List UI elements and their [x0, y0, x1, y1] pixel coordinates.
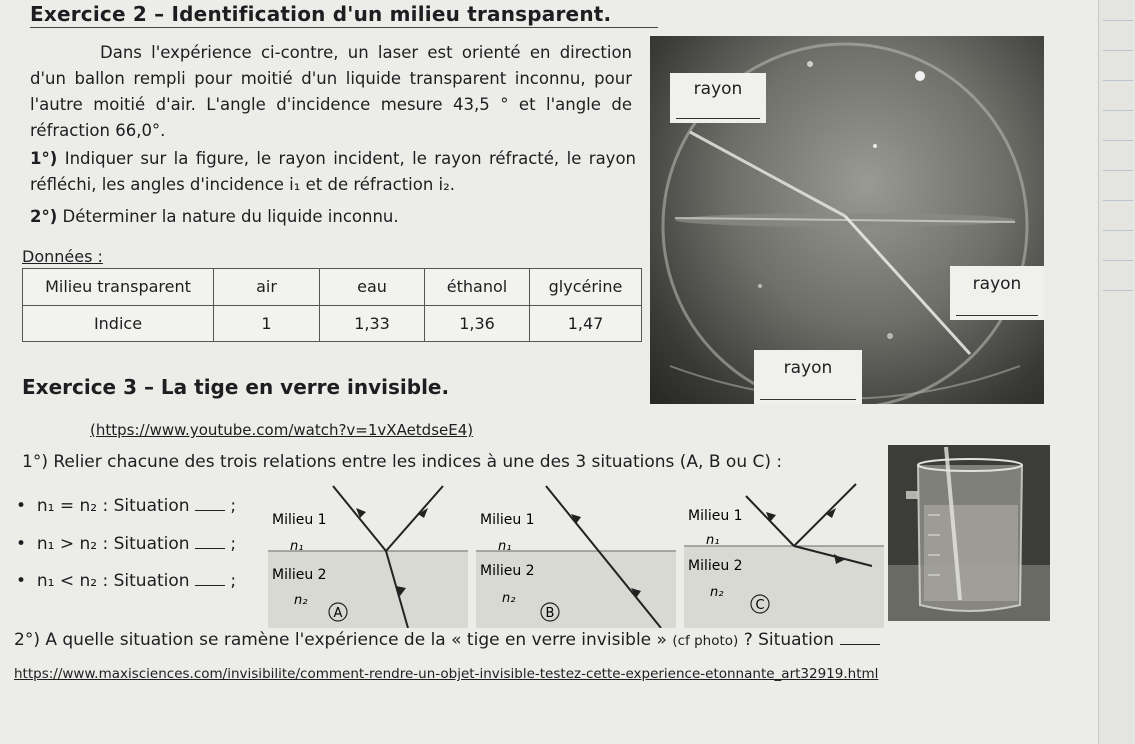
photo-label-text: rayon — [972, 274, 1022, 294]
milieu2-label: Milieu 2 — [272, 567, 327, 583]
milieu2-label: Milieu 2 — [688, 558, 743, 574]
table-cell: 1,47 — [530, 305, 642, 342]
n2-label: n₂ — [294, 593, 308, 608]
beaker-photo — [888, 445, 1050, 621]
table-cell: 1 — [214, 305, 320, 342]
relation-expr: n₁ < n₂ — [36, 571, 98, 591]
label-answer-line — [676, 118, 760, 119]
q2-cf-photo: (cf photo) — [672, 633, 739, 649]
q2-number: 2°) — [30, 207, 58, 226]
relation-end: ; — [230, 571, 237, 591]
situation-c-diagram — [684, 478, 884, 628]
label-answer-line — [956, 315, 1038, 316]
photo-label-text: rayon — [693, 79, 743, 99]
situation-letter: B — [545, 606, 555, 621]
relation-end: ; — [230, 496, 237, 516]
photo-label-rayon-right — [950, 266, 1044, 320]
exercise-2-question-1 — [30, 146, 636, 198]
relation-expr: n₁ > n₂ — [36, 534, 98, 554]
table-cell: air — [214, 269, 320, 306]
situation-letter: C — [755, 598, 765, 613]
relation-text: : Situation — [102, 496, 190, 516]
exercise-2-intro — [30, 40, 632, 144]
flask-laser-photo — [650, 36, 1044, 404]
exercise-3-question-2 — [14, 630, 880, 650]
beaker-photo-drawing — [888, 445, 1050, 621]
n2-label: n₂ — [502, 591, 516, 606]
q2-end: ? Situation — [743, 630, 835, 650]
table-cell: éthanol — [425, 269, 530, 306]
table-cell: Milieu transparent — [23, 269, 214, 306]
table-cell: 1,33 — [320, 305, 425, 342]
photo-label-rayon-bottom — [754, 350, 862, 404]
table-cell: Indice — [23, 305, 214, 342]
situation-a-diagram — [268, 478, 468, 628]
milieu1-label: Milieu 1 — [688, 508, 743, 524]
photo-label-rayon-top — [670, 73, 766, 123]
exercise-2-title: Exercice 2 – Identification d'un milieu transparent. — [30, 2, 612, 26]
relation-equal: • n₁ = n₂ : Situation ; — [16, 496, 237, 516]
maxisciences-link[interactable]: https://www.maxisciences.com/invisibilite/comment-rendre-un-objet-invisible-testez-cette-experience-etonnante_art32919.html — [14, 666, 879, 682]
situation-b-diagram — [476, 478, 676, 628]
table-cell: 1,36 — [425, 305, 530, 342]
refractive-index-table — [22, 268, 642, 342]
q2-text: 2°) A quelle situation se ramène l'expérience de la « tige en verre invisible » — [14, 630, 667, 650]
table-header-row — [23, 269, 642, 306]
relation-less: • n₁ < n₂ : Situation ; — [16, 571, 237, 591]
milieu1-label: Milieu 1 — [480, 512, 535, 528]
answer-blank[interactable] — [195, 534, 225, 549]
q2-text: Déterminer la nature du liquide inconnu. — [62, 207, 399, 226]
n1-label: n₁ — [706, 533, 720, 548]
answer-blank[interactable] — [840, 630, 880, 645]
milieu2-label: Milieu 2 — [480, 563, 535, 579]
relation-greater: • n₁ > n₂ : Situation ; — [16, 534, 237, 554]
table-cell: glycérine — [530, 269, 642, 306]
q1-number: 1°) — [30, 149, 58, 168]
title-underline — [30, 27, 658, 28]
q1-text: Indiquer sur la figure, le rayon incident, le rayon réfracté, le rayon réfléchi, les angles d'incidence i₁ et de réfraction i₂. — [30, 149, 636, 194]
relation-text: : Situation — [102, 571, 190, 591]
milieu1-label: Milieu 1 — [272, 512, 327, 528]
n1-label: n₁ — [498, 539, 512, 554]
intro-text: Dans l'expérience ci-contre, un laser est orienté en direction d'un ballon rempli pour moitié d'un liquide transparent inconnu, pour l'autre moitié d'air. L'angle d'incidence mesure 43,5 ° et l'angle de réfraction 66,0°. — [30, 43, 632, 140]
exercise-3-title: Exercice 3 – La tige en verre invisible. — [22, 375, 450, 399]
relation-end: ; — [230, 534, 237, 554]
donnees-label: Données : — [22, 247, 103, 266]
label-answer-line — [760, 399, 856, 400]
relation-expr: n₁ = n₂ — [36, 496, 98, 516]
youtube-link[interactable]: (https://www.youtube.com/watch?v=1vXAetdseE4) — [90, 421, 474, 439]
answer-blank[interactable] — [195, 571, 225, 586]
n1-label: n₁ — [290, 539, 304, 554]
table-cell: eau — [320, 269, 425, 306]
notebook-margin-strip — [1098, 0, 1135, 744]
n2-label: n₂ — [710, 585, 724, 600]
table-row — [23, 305, 642, 342]
photo-label-text: rayon — [783, 358, 833, 378]
situation-letter: A — [333, 606, 343, 621]
exercise-2-question-2 — [30, 207, 399, 226]
exercise-3-question-1: 1°) Relier chacune des trois relations entre les indices à une des 3 situations (A, B ou C) : — [22, 452, 783, 472]
answer-blank[interactable] — [195, 496, 225, 511]
relation-text: : Situation — [102, 534, 190, 554]
